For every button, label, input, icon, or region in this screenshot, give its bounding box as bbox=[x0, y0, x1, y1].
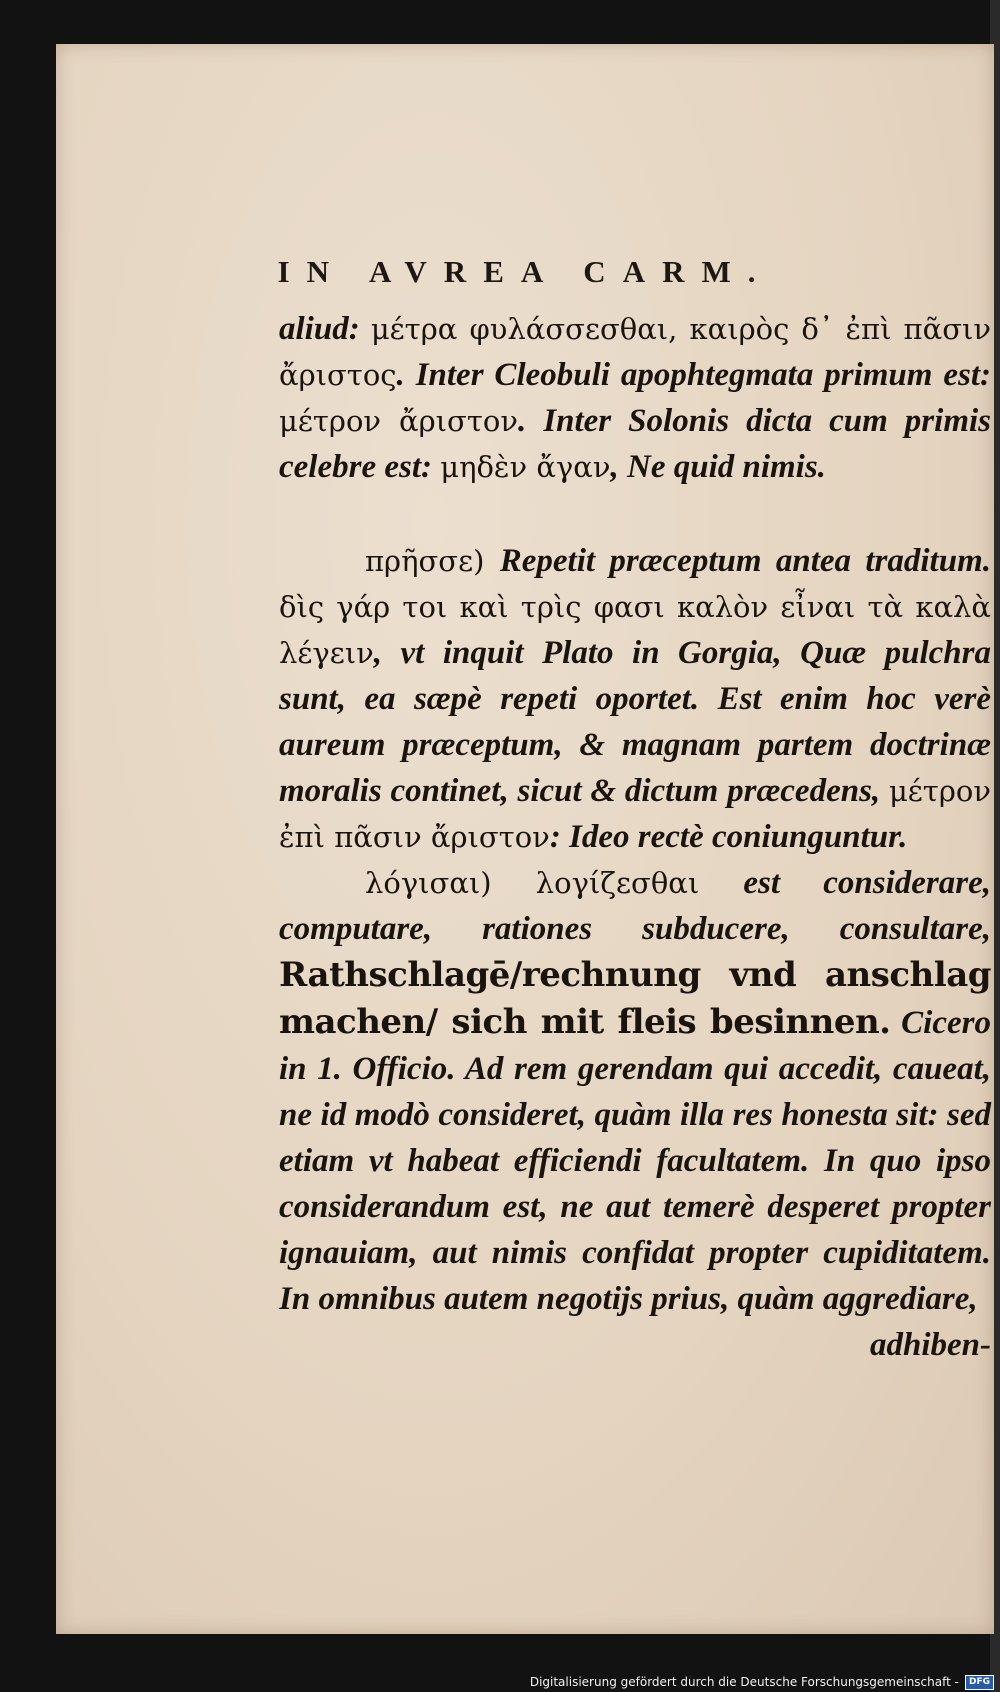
greek-text: λόγισαι) λογίζεσθαι bbox=[365, 866, 744, 900]
footer-credit: Digitalisierung gefördert durch die Deutsche Forschungsgemeinschaft - bbox=[529, 1675, 959, 1689]
digitization-footer bbox=[0, 1672, 1000, 1692]
paragraph-2 bbox=[279, 538, 991, 860]
latin-text: , vt inquit Plato in Gorgia, Quæ pulchra sunt, ea sæpè repeti oportet. Est enim hoc verè aureum præceptum, & magnam partem doctrinæ moralis continet, sicut & dictum præcedens, bbox=[279, 635, 991, 809]
page-body bbox=[279, 306, 991, 1368]
greek-text: πρῆσσε) bbox=[365, 544, 500, 578]
running-head: IN AVREA CARM. bbox=[277, 254, 773, 289]
latin-text: est considerare, computare, rationes subducere, consultare, bbox=[279, 865, 991, 947]
greek-text: μέτρα φυλάσσεσθαι, καιρὸς δ᾽ ἐπὶ πᾶσιν ἄριστος bbox=[279, 312, 991, 392]
german-text: Rathschlagē/rechnung vnd anschlag machen/ sich mit fleis besinnen. bbox=[279, 955, 991, 1042]
greek-text: μέτρον ἐπὶ πᾶσιν ἄριστον bbox=[279, 774, 991, 854]
greek-text: μέτρον ἄριστον bbox=[279, 404, 518, 438]
greek-text: δὶς γάρ τοι καὶ τρὶς φασι καλὸν εἶναι τὰ καλὰ λέγειν bbox=[279, 590, 991, 670]
paragraph-1 bbox=[279, 306, 991, 490]
catchword: adhiben- bbox=[869, 1327, 991, 1363]
latin-text: , Ne quid nimis. bbox=[610, 449, 826, 485]
latin-text: . Inter Cleobuli apophtegmata primum est: bbox=[396, 357, 991, 393]
latin-text: Cicero in 1. Officio. Ad rem gerendam qui accedit, caueat, ne id modò consideret, quàm illa res honesta sit: sed etiam vt habeat efficiendi facultatem. In quo ipso considerandum est, ne aut temerè desperet propter ignauiam, aut nimis confidat propter cupiditatem. In omnibus autem negotijs prius, quàm aggrediare, bbox=[279, 1005, 991, 1317]
latin-text: aliud: bbox=[279, 311, 371, 347]
paragraph-3 bbox=[279, 860, 991, 1322]
latin-text: . Inter Solonis dicta cum primis celebre est: bbox=[279, 403, 991, 485]
book-page bbox=[56, 44, 994, 1634]
latin-text: Repetit præceptum antea traditum. bbox=[499, 543, 991, 579]
greek-text: μηδὲν ἄγαν bbox=[440, 450, 611, 484]
latin-text: : Ideo rectè coniunguntur. bbox=[549, 819, 908, 855]
dfg-logo: DFG bbox=[965, 1675, 994, 1690]
